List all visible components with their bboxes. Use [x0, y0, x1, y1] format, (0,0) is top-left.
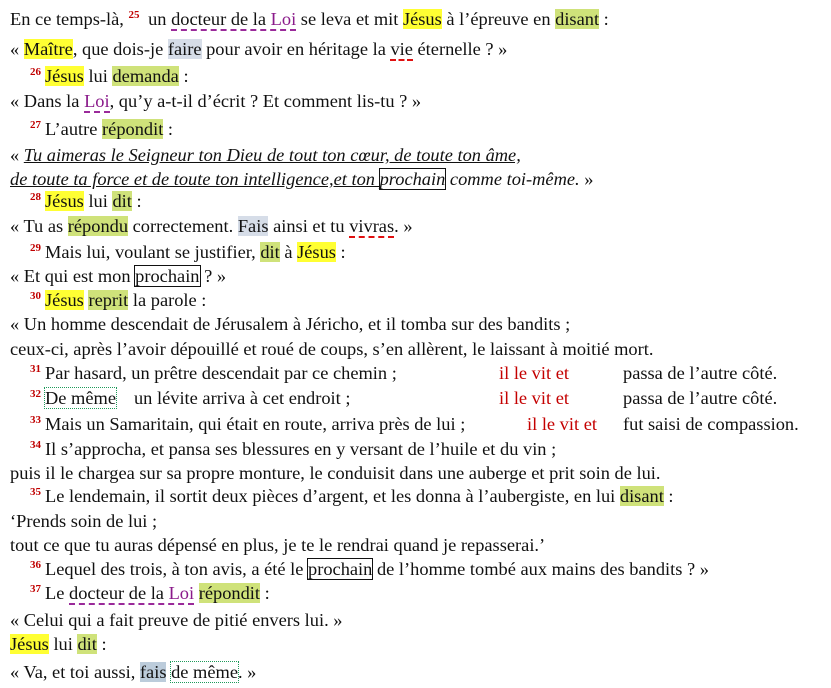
text: En ce temps-là, [10, 9, 129, 29]
maitre-highlight: Maître [23, 39, 73, 59]
line-26: Jésus lui dit : [10, 634, 107, 654]
il-le-vit-et: il le vit et [527, 414, 597, 434]
fais-highlight: fais [139, 662, 167, 682]
line-12: $^{30}$ Jésus reprit la parole : [30, 290, 207, 310]
verse-number: 31 [30, 363, 41, 375]
verb-highlight: dit [112, 191, 132, 211]
verb-highlight: dit [77, 634, 97, 654]
text: passa de l’autre côté. [623, 363, 778, 383]
line-27: « Va, et toi aussi, fais de même. » [10, 662, 257, 682]
verse-number: 26 [30, 66, 41, 78]
verse-number: 32 [30, 388, 41, 400]
verb-highlight: disant [555, 9, 600, 29]
verse-number: 37 [30, 583, 41, 595]
vivras-underline: vivras [349, 216, 395, 236]
jesus-highlight: Jésus [45, 66, 84, 86]
verb-highlight: dit [260, 242, 280, 262]
line-10: $^{29}$ Mais lui, voulant se justifier, dit à Jésus : [30, 242, 346, 262]
line-19: puis il le chargea sur sa propre monture, le conduisit dans une auberge et prit soin de lui. [10, 463, 661, 483]
text: fut saisi de compassion. [623, 414, 799, 434]
vie-underline: vie [390, 39, 413, 59]
jesus-highlight: Jésus [297, 242, 336, 262]
prochain-box: prochain [308, 559, 373, 579]
verb-highlight: répondu [67, 216, 129, 236]
quote-italic: de toute ta force et de toute ton intelligence,et ton [10, 169, 380, 189]
verse-number: 34 [30, 439, 41, 451]
line-24: $^{37}$ Le docteur de la Loi répondit : [30, 583, 270, 603]
verse-number: 25 [128, 9, 140, 21]
de-meme-box: De même [45, 388, 116, 408]
verse-number: 35 [30, 486, 41, 498]
il-le-vit-et: il le vit et [499, 363, 569, 383]
line-2: « Maître, que dois-je faire pour avoir en héritage la vie éternelle ? » [10, 39, 508, 59]
text: passa de l’autre côté. [623, 388, 778, 408]
prochain-box: prochain [135, 266, 200, 286]
verb-highlight: répondit [102, 119, 164, 139]
line-8: $^{28}$ Jésus lui dit : [30, 191, 142, 211]
line-13: « Un homme descendait de Jérusalem à Jéricho, et il tomba sur des bandits ; [10, 314, 571, 334]
line-14: ceux-ci, après l’avoir dépouillé et roué de coups, s’en allèrent, le laissant à moitié mort. [10, 339, 654, 359]
verse-number: 33 [30, 414, 41, 426]
line-7: de toute ta force et de toute ton intelligence,et ton prochain comme toi-même. » [10, 169, 594, 189]
line-9: « Tu as répondu correctement. Fais ainsi et tu vivras. » [10, 216, 413, 236]
verse-number: 28 [30, 191, 41, 203]
line-5: $^{27}$ L’autre répondit : [30, 119, 174, 139]
verb-highlight: répondit [198, 583, 261, 603]
text: se leva et mit [296, 9, 403, 29]
quote-italic: Tu aimeras le Seigneur ton Dieu de tout ton cœur, de toute ton âme, [23, 145, 521, 165]
fais-highlight: Fais [237, 216, 269, 236]
line-25: « Celui qui a fait preuve de pitié envers lui. » [10, 610, 343, 630]
text: : [599, 9, 609, 29]
line-17: $^{33}$ Mais un Samaritain, qui était en route, arriva près de lui ; [30, 414, 466, 434]
verb-highlight: reprit [88, 290, 129, 310]
line-3: $^{26}$ Jésus lui demanda : [30, 66, 189, 86]
jesus-highlight: Jésus [10, 634, 49, 654]
line-21: ‘Prends soin de lui ; [10, 511, 158, 531]
faire-highlight: faire [167, 39, 202, 59]
verse-number: 29 [30, 242, 41, 254]
line-11: « Et qui est mon prochain ? » [10, 266, 227, 286]
docteur-de-la-loi: docteur de la Loi [69, 583, 195, 603]
line-16: $^{32}$ De même un lévite arriva à cet endroit ; [30, 388, 351, 408]
line-15: $^{31}$ Par hasard, un prêtre descendait par ce chemin ; [30, 363, 397, 383]
line-20: $^{35}$ Le lendemain, il sortit deux pièces d’argent, et les donna à l’aubergiste, en lui disant : [30, 486, 674, 506]
line-18: $^{34}$ Il s’approcha, et pansa ses blessures en y versant de l’huile et du vin ; [30, 439, 557, 459]
line-6: « Tu aimeras le Seigneur ton Dieu de tout ton cœur, de toute ton âme, [10, 145, 521, 165]
verse-number: 36 [30, 559, 41, 571]
verb-highlight: disant [619, 486, 664, 506]
text: à l’épreuve en [441, 9, 556, 29]
line-22: tout ce que tu auras dépensé en plus, je te le rendrai quand je repasserai.’ [10, 535, 546, 555]
jesus-highlight: Jésus [45, 191, 84, 211]
verse-number: 30 [30, 290, 41, 302]
line-23: $^{36}$ Lequel des trois, à ton avis, a été le prochain de l’homme tombé aux mains des bandits ? » [30, 559, 709, 579]
jesus-highlight: Jésus [402, 9, 442, 29]
prochain-box: prochain [379, 169, 446, 189]
line-4: « Dans la Loi, qu’y a-t-il d’écrit ? Et comment lis-tu ? » [10, 91, 422, 111]
de-meme-box: de même [171, 662, 238, 682]
loi-word: Loi [84, 91, 110, 111]
docteur-de-la-loi: docteur de la Loi [171, 9, 297, 29]
jesus-highlight: Jésus [45, 290, 84, 310]
line-1 [10, 7, 609, 31]
verse-number: 27 [30, 119, 41, 131]
il-le-vit-et: il le vit et [499, 388, 569, 408]
text: un [143, 9, 172, 29]
verb-highlight: demanda [112, 66, 179, 86]
